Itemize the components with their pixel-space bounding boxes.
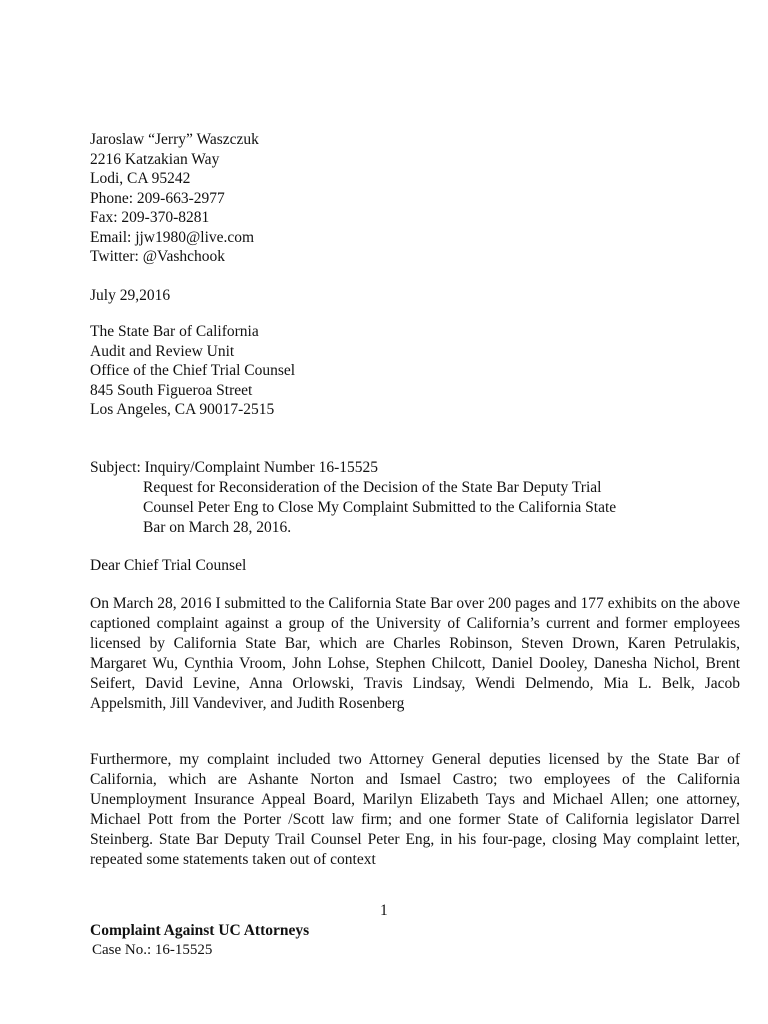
subject-detail-line: Bar on March 28, 2016. xyxy=(143,518,292,536)
subject-block xyxy=(90,458,740,538)
footer-case-number: Case No.: 16-15525 xyxy=(92,942,213,958)
sender-street: 2216 Katzakian Way xyxy=(90,150,220,168)
sender-name: Jaroslaw “Jerry” Waszczuk xyxy=(90,131,259,148)
sender-city: Lodi, CA 95242 xyxy=(90,170,191,187)
footer-title: Complaint Against UC Attorneys xyxy=(90,922,310,939)
paragraph-text: Furthermore, my complaint included two Attorney General deputies licensed by the State Bar of California, which are Ashante Norton and Ismael Castro; two employees of the California Unemployment Insurance Appeal Board, Marilyn Elizabeth Tays and Michael Allen; one attorney, Michael Pott from the Porter /Scott law firm; and one former State of California legislator Darrel Steinberg. State Bar Deputy Trail Counsel Peter Eng, in his four-page, closing May complaint letter, repeated some statements taken out of context xyxy=(90,751,740,868)
recipient-office: Office of the Chief Trial Counsel xyxy=(90,362,296,379)
sender-fax: Fax: 209-370-8281 xyxy=(90,209,210,226)
recipient-street: 845 South Figueroa Street xyxy=(90,381,253,399)
sender-phone: Phone: 209-663-2977 xyxy=(90,189,225,207)
page-number: 1 xyxy=(380,902,388,919)
sender-address xyxy=(90,130,740,267)
recipient-unit: Audit and Review Unit xyxy=(90,342,235,360)
recipient-city: Los Angeles, CA 90017-2515 xyxy=(90,401,275,418)
body-paragraph-2 xyxy=(90,750,740,870)
letter-date: July 29,2016 xyxy=(90,287,171,304)
paragraph-text: On March 28, 2016 I submitted to the California State Bar over 200 pages and 177 exhibits on the above captioned complaint against a group of the University of California’s current and former employees licensed by California State Bar, which are Charles Robinson, Steven Drown, Karen Petrulakis, Margaret Wu, Cynthia Vroom, John Lohse, Stephen Chilcott, Daniel Dooley, Danesha Nichol, Brent Seifert, David Levine, Anna Orlowski, Travis Lindsay, Wendi Delmendo, Mia L. Belk, Jacob Appelsmith, Jill Vandeviver, and Judith Rosenberg xyxy=(90,595,740,712)
salutation: Dear Chief Trial Counsel xyxy=(90,557,247,574)
subject-detail-line: Counsel Peter Eng to Close My Complaint Submitted to the California State xyxy=(143,498,617,516)
recipient-org: The State Bar of California xyxy=(90,323,259,340)
body-paragraph-1 xyxy=(90,594,740,714)
sender-email: Email: jjw1980@live.com xyxy=(90,228,255,246)
subject-detail xyxy=(143,478,663,538)
subject-line: Subject: Inquiry/Complaint Number 16-15525 xyxy=(90,459,379,476)
recipient-address xyxy=(90,322,740,420)
subject-detail-line: Request for Reconsideration of the Decision of the State Bar Deputy Trial xyxy=(143,478,602,496)
sender-twitter: Twitter: @Vashchook xyxy=(90,248,226,265)
